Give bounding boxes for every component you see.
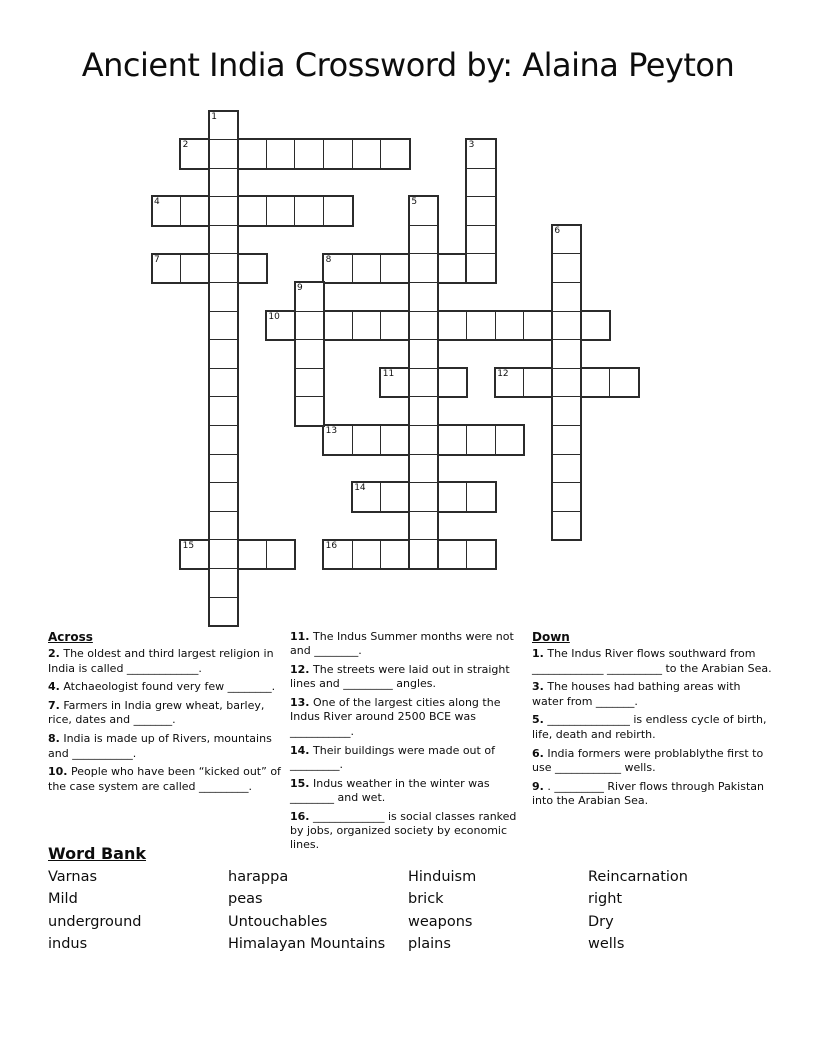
clue-text: The Indus Summer months were not and ________. [290, 630, 514, 658]
clue-down-5 [532, 713, 774, 742]
clue-down-9 [532, 780, 774, 809]
grid-cell-13-across-1[interactable] [324, 426, 353, 454]
grid-cell-7-across-2[interactable] [181, 255, 210, 283]
grid-cell-5-down-8[interactable] [410, 397, 438, 426]
grid-cell-1-down-18[interactable] [210, 598, 238, 626]
grid-cell-14-across-2[interactable] [381, 483, 410, 511]
word-4-across [151, 195, 354, 227]
grid-cell-1-down-9[interactable] [210, 340, 238, 369]
word-bank-item: brick [408, 891, 444, 908]
word-bank-item: indus [48, 936, 88, 953]
grid-cell-10-across-8[interactable] [467, 312, 496, 340]
clue-text: Farmers in India grew wheat, barley, rice, dates and _______. [48, 699, 265, 727]
clue-number: 1. [532, 647, 544, 661]
grid-cell-6-down-2[interactable] [553, 254, 581, 283]
grid-clue-number-15: 15 [182, 540, 195, 551]
grid-cell-2-across-8[interactable] [381, 140, 409, 168]
grid-cell-1-down-16[interactable] [210, 540, 238, 569]
clue-text: _____________ is social classes ranked by jobs, organized society by economic lines. [290, 809, 517, 852]
word-bank-item: Hinduism [408, 869, 477, 885]
grid-cell-8-across-1[interactable] [324, 255, 353, 283]
clue-text: One of the largest cities along the Indus River around 2500 BCE was ___________. [290, 696, 501, 738]
grid-cell-2-across-5[interactable] [295, 140, 324, 168]
grid-clue-number-7: 7 [154, 254, 160, 265]
grid-clue-number-5: 5 [411, 197, 418, 208]
grid-cell-3-down-5[interactable] [467, 254, 495, 282]
clue-number: 7. [48, 699, 60, 713]
grid-cell-13-across-7[interactable] [496, 426, 524, 454]
grid-cell-5-down-4[interactable] [410, 283, 438, 312]
clue-across-10 [48, 765, 282, 794]
across-heading: Across [48, 630, 93, 644]
clue-number: 8. [48, 732, 60, 746]
word-bank-heading: Word Bank [48, 844, 147, 863]
grid-cell-6-down-9[interactable] [553, 455, 581, 484]
clue-number: 5. [532, 713, 544, 727]
word-bank-item: Varnas [48, 869, 98, 885]
grid-cell-1-down-12[interactable] [210, 426, 238, 455]
clue-number: 4. [48, 680, 60, 694]
across-clues-column-2 [290, 630, 530, 857]
grid-cell-12-across-2[interactable] [524, 369, 553, 397]
clue-number: 16. [290, 809, 310, 823]
clue-number: 3. [532, 680, 544, 694]
word-bank-item: weapons [408, 913, 473, 930]
grid-cell-5-down-10[interactable] [410, 455, 438, 484]
grid-cell-9-down-2[interactable] [296, 312, 324, 341]
grid-cell-2-across-3[interactable] [238, 140, 267, 168]
grid-cell-10-across-9[interactable] [496, 312, 525, 340]
clue-number: 9. [532, 779, 544, 793]
clue-across-12 [290, 663, 530, 692]
word-bank-item: peas [228, 891, 263, 908]
grid-cell-6-down-3[interactable] [553, 283, 581, 312]
grid-cell-5-down-2[interactable] [410, 226, 438, 255]
clue-across-11 [290, 630, 530, 659]
grid-cell-2-across-1[interactable] [181, 140, 210, 168]
grid-cell-6-down-5[interactable] [553, 340, 581, 369]
grid-cell-8-across-5[interactable] [438, 255, 467, 283]
grid-cell-6-down-1[interactable] [553, 226, 581, 255]
clue-number: 15. [290, 776, 310, 790]
grid-clue-number-12: 12 [497, 368, 509, 379]
grid-cell-6-down-10[interactable] [553, 483, 581, 512]
clue-across-15 [290, 777, 530, 806]
grid-cell-15-across-4[interactable] [267, 541, 295, 569]
grid-cell-10-across-4[interactable] [353, 312, 382, 340]
grid-cell-8-across-3[interactable] [381, 255, 410, 283]
grid-clue-number-9: 9 [297, 283, 303, 294]
grid-cell-13-across-5[interactable] [438, 426, 467, 454]
grid-cell-6-down-7[interactable] [553, 397, 581, 426]
word-9-down [294, 281, 326, 427]
grid-cell-1-down-17[interactable] [210, 569, 238, 598]
clue-number: 13. [290, 696, 310, 710]
grid-cell-3-down-3[interactable] [467, 197, 495, 226]
grid-cell-16-across-6[interactable] [467, 541, 495, 569]
grid-cell-4-across-2[interactable] [181, 197, 210, 225]
clue-down-1 [532, 647, 774, 676]
grid-clue-number-11: 11 [382, 368, 395, 379]
grid-cell-16-across-5[interactable] [438, 541, 467, 569]
grid-cell-9-down-1[interactable] [296, 283, 324, 312]
clue-across-16 [290, 810, 530, 853]
grid-clue-number-2: 2 [182, 140, 189, 151]
grid-clue-number-1: 1 [211, 111, 217, 122]
grid-clue-number-8: 8 [325, 254, 332, 265]
grid-cell-12-across-4[interactable] [581, 369, 610, 397]
grid-cell-2-across-6[interactable] [324, 140, 353, 168]
grid-cell-10-across-5[interactable] [381, 312, 410, 340]
grid-cell-1-down-7[interactable] [210, 283, 238, 312]
clue-number: 11. [290, 630, 310, 643]
clue-across-8 [48, 732, 282, 761]
grid-cell-16-across-2[interactable] [353, 541, 382, 569]
clue-number: 12. [290, 663, 310, 677]
grid-cell-15-across-1[interactable] [181, 541, 210, 569]
grid-cell-8-across-2[interactable] [353, 255, 382, 283]
clue-text: The streets were laid out in straight lines and _________ angles. [290, 663, 510, 691]
word-bank-item: right [588, 891, 623, 908]
grid-cell-1-down-14[interactable] [210, 483, 238, 512]
grid-cell-10-across-10[interactable] [524, 312, 553, 340]
grid-cell-2-across-7[interactable] [353, 140, 382, 168]
word-bank-item: plains [408, 936, 451, 953]
grid-cell-11-across-3[interactable] [438, 369, 466, 397]
clue-number: 10. [48, 765, 68, 779]
grid-cell-10-across-1[interactable] [267, 312, 296, 340]
grid-clue-number-6: 6 [554, 225, 561, 236]
clue-text: The Indus River flows southward from _____________ __________ to the Arabian Sea. [532, 647, 772, 675]
grid-cell-4-across-6[interactable] [295, 197, 324, 225]
grid-cell-9-down-3[interactable] [296, 340, 324, 369]
word-3-down [465, 138, 497, 284]
grid-cell-14-across-5[interactable] [467, 483, 495, 511]
grid-cell-6-down-8[interactable] [553, 426, 581, 455]
grid-cell-3-down-2[interactable] [467, 169, 495, 198]
clue-down-6 [532, 747, 774, 776]
clue-text: People who have been “kicked out” of the case system are called _________. [48, 765, 281, 793]
grid-clue-number-14: 14 [354, 483, 366, 494]
grid-cell-6-down-4[interactable] [553, 312, 581, 341]
grid-cell-9-down-5[interactable] [296, 397, 324, 425]
word-bank-column-1 [48, 866, 228, 956]
clue-across-14 [290, 744, 530, 773]
word-bank-item: Mild [48, 891, 78, 908]
grid-cell-13-across-3[interactable] [381, 426, 410, 454]
grid-clue-number-10: 10 [268, 311, 280, 322]
grid-cell-1-down-6[interactable] [210, 254, 238, 283]
grid-cell-1-down-4[interactable] [210, 197, 238, 226]
word-bank-column-4 [588, 866, 768, 956]
word-bank-item: harappa [228, 869, 289, 885]
grid-cell-1-down-10[interactable] [210, 369, 238, 398]
word-bank-item: underground [48, 913, 142, 930]
grid-cell-15-across-3[interactable] [238, 541, 267, 569]
grid-cell-13-across-6[interactable] [467, 426, 496, 454]
grid-clue-number-4: 4 [154, 197, 160, 208]
grid-cell-11-across-1[interactable] [381, 369, 410, 397]
grid-cell-5-down-3[interactable] [410, 254, 438, 283]
word-bank [48, 866, 788, 956]
grid-cell-10-across-7[interactable] [438, 312, 467, 340]
word-1-down [208, 110, 240, 628]
clue-text: _______________ is endless cycle of birth, life, death and rebirth. [532, 713, 767, 741]
grid-cell-5-down-11[interactable] [410, 483, 438, 512]
grid-cell-14-across-1[interactable] [353, 483, 382, 511]
grid-cell-10-across-12[interactable] [581, 312, 609, 340]
clue-across-4 [48, 680, 282, 694]
clue-text: Their buildings were made out of _________. [290, 743, 495, 771]
grid-cell-5-down-7[interactable] [410, 369, 438, 398]
grid-cell-6-down-11[interactable] [553, 512, 581, 540]
grid-cell-7-across-4[interactable] [238, 255, 266, 283]
grid-cell-5-down-5[interactable] [410, 312, 438, 341]
clue-text: Indus weather in the winter was ________ and wet. [290, 776, 490, 804]
word-bank-column-3 [408, 866, 588, 956]
grid-cell-4-across-4[interactable] [238, 197, 267, 225]
grid-cell-5-down-1[interactable] [410, 197, 438, 226]
grid-clue-number-3: 3 [468, 140, 475, 151]
clue-text: Atchaeologist found very few ________. [63, 680, 276, 694]
clue-across-2 [48, 647, 282, 676]
grid-cell-10-across-3[interactable] [324, 312, 353, 340]
grid-cell-16-across-1[interactable] [324, 541, 353, 569]
clue-text: India formers were problablythe first to use ____________ wells. [532, 746, 764, 774]
grid-cell-7-across-1[interactable] [153, 255, 182, 283]
grid-cell-1-down-2[interactable] [210, 140, 238, 169]
grid-cell-1-down-11[interactable] [210, 397, 238, 426]
clue-text: . _________ River flows through Pakistan into the Arabian Sea. [532, 779, 764, 807]
grid-cell-1-down-8[interactable] [210, 312, 238, 341]
grid-cell-1-down-5[interactable] [210, 226, 238, 255]
grid-cell-5-down-6[interactable] [410, 340, 438, 369]
grid-cell-4-across-7[interactable] [324, 197, 352, 225]
grid-cell-1-down-1[interactable] [210, 112, 238, 141]
grid-cell-12-across-1[interactable] [496, 369, 525, 397]
clue-down-3 [532, 680, 774, 709]
grid-cell-2-across-4[interactable] [267, 140, 296, 168]
clue-across-7 [48, 699, 282, 728]
grid-cell-5-down-9[interactable] [410, 426, 438, 455]
grid-cell-5-down-12[interactable] [410, 512, 438, 541]
clue-number: 14. [290, 743, 310, 757]
grid-cell-12-across-5[interactable] [610, 369, 638, 397]
word-bank-item: Himalayan Mountains [228, 936, 386, 953]
grid-cell-16-across-3[interactable] [381, 541, 410, 569]
grid-cell-1-down-15[interactable] [210, 512, 238, 541]
grid-cell-4-across-5[interactable] [267, 197, 296, 225]
grid-cell-3-down-4[interactable] [467, 226, 495, 255]
grid-cell-5-down-13[interactable] [410, 540, 438, 568]
grid-cell-13-across-2[interactable] [353, 426, 382, 454]
grid-cell-3-down-1[interactable] [467, 140, 495, 169]
clue-across-13 [290, 696, 530, 739]
down-clues-column [532, 630, 774, 813]
grid-cell-1-down-13[interactable] [210, 455, 238, 484]
grid-cell-6-down-6[interactable] [553, 369, 581, 398]
word-bank-item: Reincarnation [588, 869, 688, 885]
down-heading: Down [532, 630, 570, 644]
word-bank-item: Untouchables [228, 913, 328, 930]
grid-cell-4-across-1[interactable] [153, 197, 182, 225]
clue-text: India is made up of Rivers, mountains and ___________. [48, 732, 272, 760]
clue-text: The oldest and third largest religion in India is called _____________. [48, 647, 274, 675]
word-bank-item: Dry [588, 913, 614, 930]
clue-number: 2. [48, 647, 60, 661]
clue-text: The houses had bathing areas with water from _______. [532, 680, 741, 708]
across-clues-column-1 [48, 630, 282, 798]
word-bank-item: wells [588, 936, 625, 953]
clue-number: 6. [532, 746, 544, 760]
page-title: Ancient India Crossword by: Alaina Peyton [81, 46, 735, 84]
word-5-down [408, 195, 440, 570]
grid-clue-number-13: 13 [325, 426, 338, 437]
grid-cell-14-across-4[interactable] [438, 483, 467, 511]
word-6-down [551, 224, 583, 542]
word-bank-column-2 [228, 866, 408, 956]
grid-clue-number-16: 16 [325, 540, 338, 551]
grid-cell-9-down-4[interactable] [296, 369, 324, 398]
grid-cell-1-down-3[interactable] [210, 169, 238, 198]
